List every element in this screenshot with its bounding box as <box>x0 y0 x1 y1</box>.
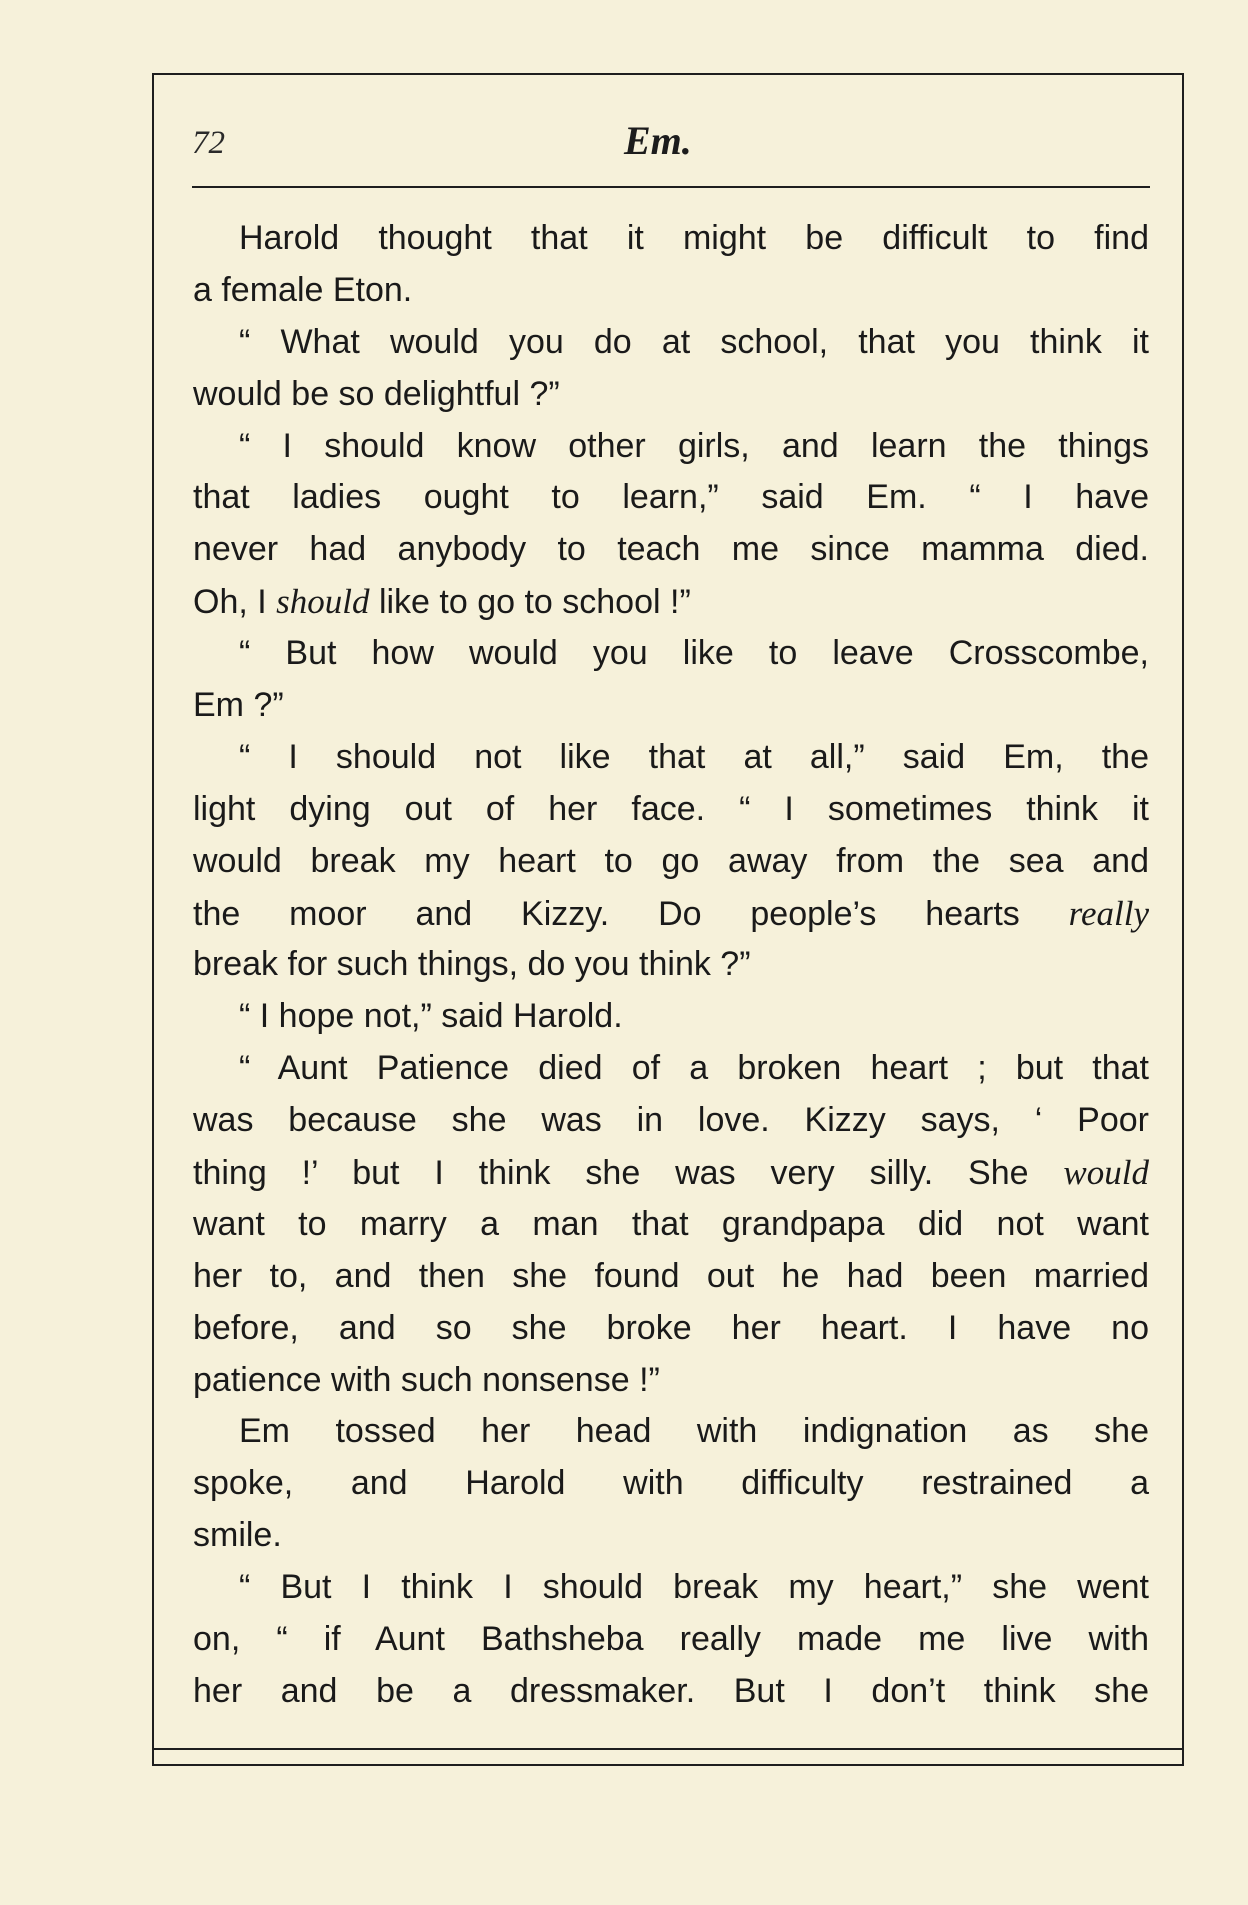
text-run: “ Aunt Patience died of a broken heart ; but that <box>239 1049 1149 1088</box>
text-line <box>193 1251 1149 1303</box>
text-run: “ What would you do at school, that you think it <box>239 322 1149 361</box>
body-text <box>193 213 1149 1718</box>
text-line <box>193 1043 1149 1095</box>
text-run: patience with such nonsense !” <box>193 1360 660 1399</box>
text-run: her and be a dressmaker. But I don’t think she <box>193 1671 1149 1710</box>
text-run: break for such things, do you think ?” <box>193 945 751 984</box>
running-title: Em. <box>624 118 692 163</box>
text-run: Oh, I <box>193 583 277 622</box>
text-run: that ladies ought to learn,” said Em. “ I have <box>193 478 1149 517</box>
text-line <box>193 680 1149 732</box>
text-run: spoke, and Harold with difficulty restrained a <box>193 1464 1149 1503</box>
text-line <box>193 369 1149 421</box>
text-run: light dying out of her face. “ I sometimes think it <box>193 789 1149 828</box>
text-line <box>193 317 1149 369</box>
page-frame <box>152 73 1184 1766</box>
text-line <box>193 939 1149 991</box>
text-run: “ I hope not,” said Harold. <box>239 997 623 1036</box>
text-run: was because she was in love. Kizzy says, ‘ Poor <box>193 1101 1149 1140</box>
text-run: on, “ if Aunt Bathsheba really made me live with <box>193 1620 1149 1659</box>
text-run: “ I should not like that at all,” said Em, the <box>239 737 1149 776</box>
text-line <box>193 265 1149 317</box>
text-run: the moor and Kizzy. Do people’s hearts <box>193 894 1069 933</box>
text-run: Em ?” <box>193 686 284 725</box>
text-run: Em tossed her head with indignation as she <box>239 1412 1149 1451</box>
running-head <box>154 75 1182 175</box>
text-line <box>193 1614 1149 1666</box>
text-line <box>193 576 1149 628</box>
text-line <box>193 888 1149 940</box>
text-line <box>193 784 1149 836</box>
text-line <box>193 1147 1149 1199</box>
text-line <box>193 1510 1149 1562</box>
text-line <box>193 213 1149 265</box>
text-line <box>193 472 1149 524</box>
italic-word: should <box>276 582 370 622</box>
text-run: never had anybody to teach me since mamma died. <box>193 530 1149 569</box>
italic-word: would <box>1063 1153 1149 1193</box>
text-run: “ I should know other girls, and learn the things <box>239 426 1149 465</box>
footer-rule <box>154 1748 1182 1750</box>
text-run: a female Eton. <box>193 270 413 309</box>
header-rule <box>192 186 1150 188</box>
text-run: “ But I think I should break my heart,” she went <box>239 1568 1149 1607</box>
text-run: her to, and then she found out he had been married <box>193 1256 1149 1295</box>
text-line <box>193 421 1149 473</box>
text-line <box>193 732 1149 784</box>
text-line <box>193 1095 1149 1147</box>
text-line <box>193 1666 1149 1718</box>
text-line <box>193 1562 1149 1614</box>
text-run: like to go to school !” <box>369 583 691 622</box>
text-line <box>193 524 1149 576</box>
text-line <box>193 1406 1149 1458</box>
text-run: thing !’ but I think she was very silly. She <box>193 1154 1064 1193</box>
italic-word: really <box>1068 893 1149 933</box>
text-run: want to marry a man that grandpapa did not want <box>193 1204 1149 1243</box>
text-run: Harold thought that it might be difficult to find <box>239 219 1149 257</box>
text-line <box>193 628 1149 680</box>
text-line <box>193 1199 1149 1251</box>
text-run: “ But how would you like to leave Crosscombe, <box>239 634 1149 673</box>
page-number: 72 <box>192 125 225 161</box>
text-line <box>193 1458 1149 1510</box>
text-run: smile. <box>193 1516 282 1555</box>
text-run: would be so delightful ?” <box>193 374 560 413</box>
text-line <box>193 991 1149 1043</box>
text-line <box>193 1355 1149 1407</box>
text-line <box>193 1303 1149 1355</box>
text-run: before, and so she broke her heart. I have no <box>193 1308 1149 1347</box>
text-line <box>193 836 1149 888</box>
text-run: would break my heart to go away from the sea and <box>193 841 1149 880</box>
